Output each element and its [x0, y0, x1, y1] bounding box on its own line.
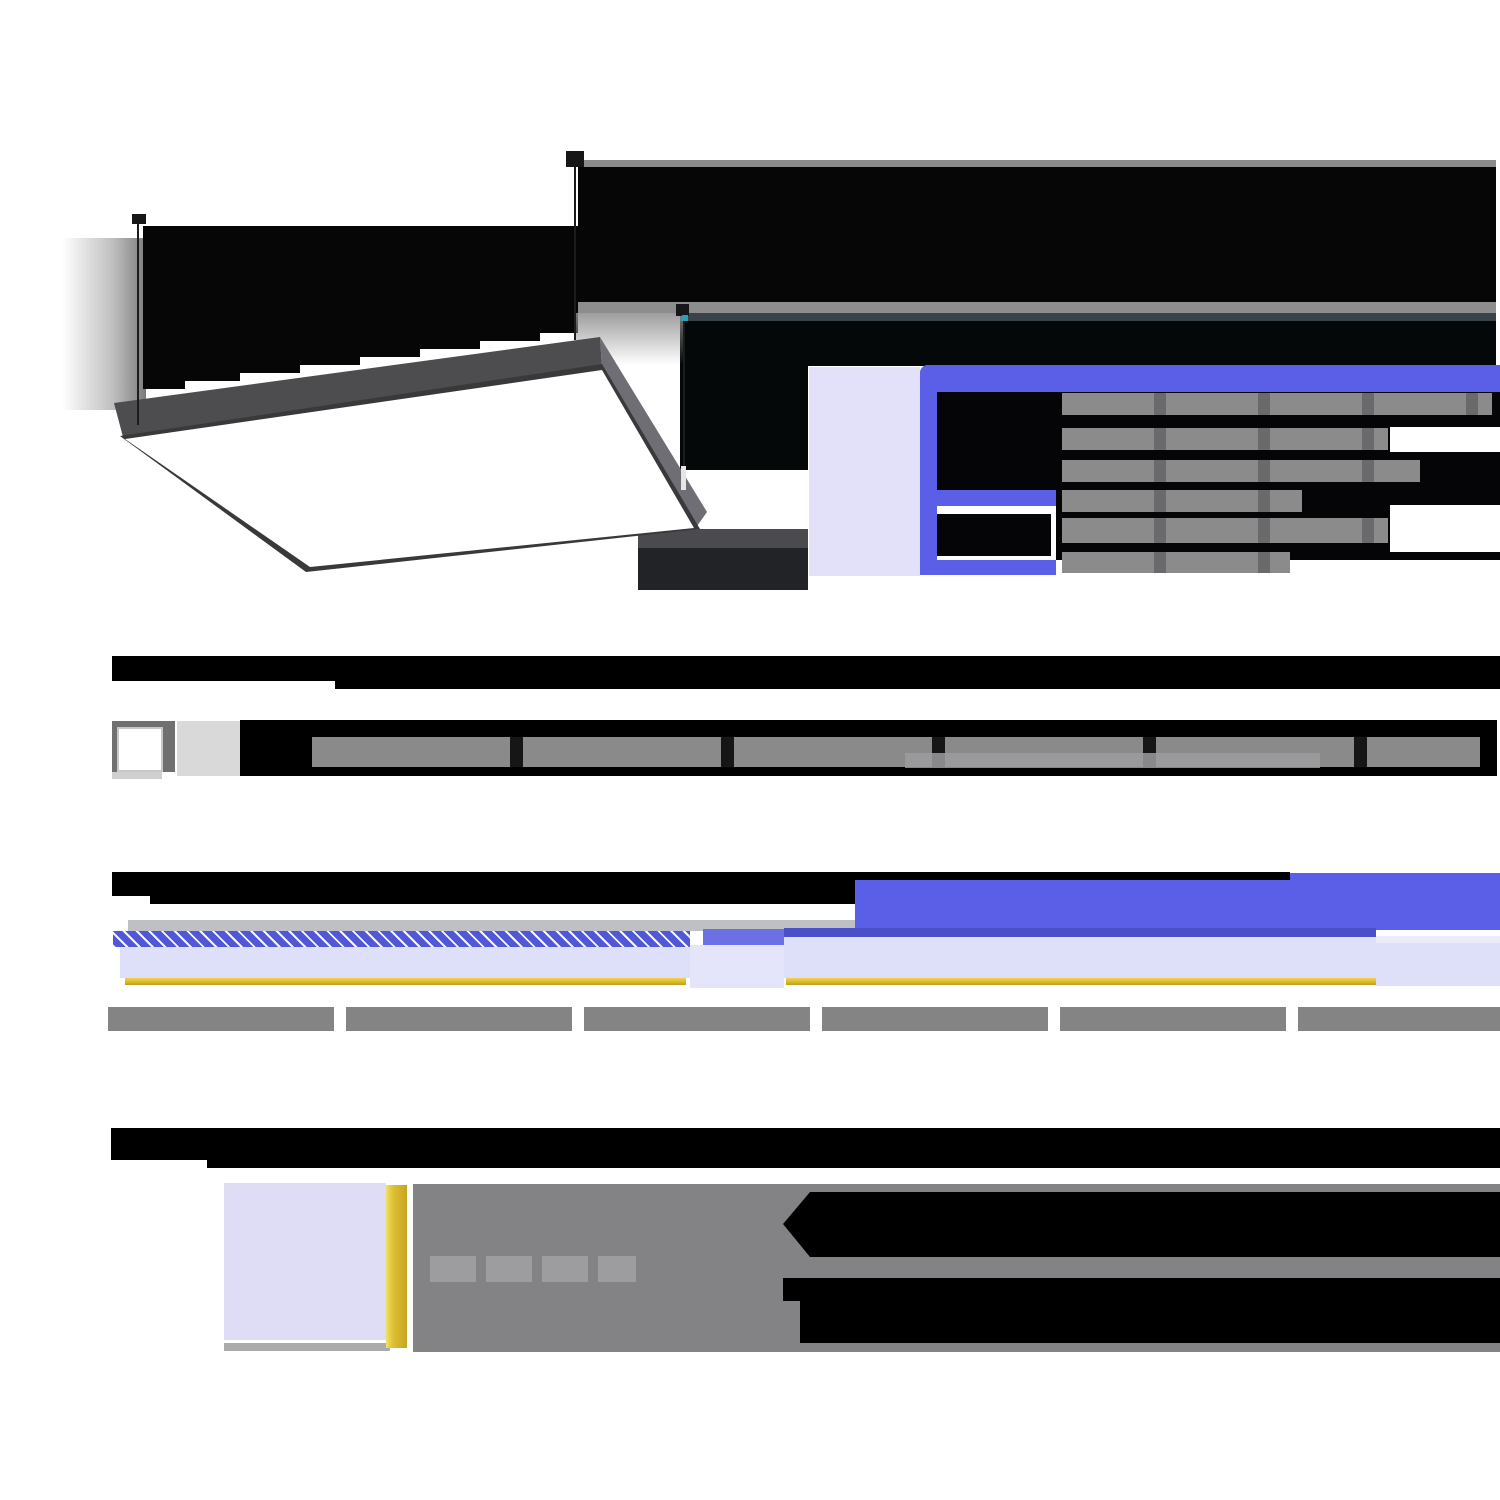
blue-bracket-top	[920, 365, 1500, 392]
cable-anchor-middle	[566, 151, 584, 167]
suspension-cable-middle	[574, 155, 576, 340]
suspension-cable-left	[137, 215, 139, 425]
redacted-heading-line	[111, 1128, 1500, 1160]
option-square-white	[117, 727, 163, 772]
blue-callout-bar	[855, 880, 1290, 929]
panel-corner-shadow-lower	[638, 548, 808, 590]
backdrop-black-tongue	[680, 321, 808, 470]
redacted-text-line	[1062, 393, 1492, 415]
cable-clip-detail	[682, 315, 688, 321]
cable-hook	[681, 466, 686, 490]
redacted-text-line	[1062, 460, 1420, 482]
redacted-heading-line	[335, 681, 1500, 689]
redacted-text-line	[1062, 428, 1388, 450]
option-square-shadow	[112, 772, 162, 779]
callout-backdrop-notch	[1390, 505, 1500, 552]
layer-dark-blue-line-right	[784, 928, 1376, 937]
layer-hatched-blue-strip	[113, 931, 690, 947]
redacted-text-line	[1062, 518, 1388, 543]
edge-joint-lavender	[1376, 943, 1500, 986]
redacted-heading-line	[112, 656, 1500, 681]
blue-bracket-left	[920, 365, 937, 575]
backdrop-gray-line	[578, 302, 1496, 313]
callout-backdrop-notch	[1390, 427, 1500, 452]
layer-yellow-base-right	[786, 978, 1376, 985]
backdrop-slate-line	[680, 313, 1496, 321]
redacted-label-block	[937, 392, 1056, 490]
layer-lavender-core-left	[120, 945, 690, 978]
splice-joint-blue-clip	[703, 929, 784, 945]
blue-bracket-divider	[937, 490, 1056, 506]
redacted-heading-line	[207, 1160, 1500, 1168]
yellow-edge-bar	[386, 1185, 407, 1348]
redacted-heading-line	[112, 884, 855, 896]
redacted-caption-line	[108, 1007, 1500, 1031]
redacted-black-bar	[800, 1278, 1500, 1343]
blue-bracket-bottom	[920, 560, 1056, 575]
edge-joint-light-row	[1376, 936, 1500, 943]
redacted-heading-line	[150, 896, 855, 904]
redacted-black-bar-arrow	[783, 1192, 1500, 1257]
splice-joint-lavender	[690, 945, 784, 988]
panel-square-shadow	[224, 1343, 390, 1351]
redacted-text-line	[1062, 552, 1290, 573]
suspension-cable-right	[683, 313, 685, 471]
redacted-label-block	[937, 514, 1051, 556]
layer-yellow-base-left	[125, 978, 686, 985]
backdrop-glow-left	[62, 238, 146, 410]
redacted-text-line-light	[430, 1256, 636, 1282]
cable-anchor-left	[132, 214, 146, 224]
lavender-swatch	[809, 367, 920, 576]
redacted-text-line-light	[905, 753, 1320, 768]
layer-lavender-core-right	[784, 937, 1376, 978]
option-square-gray	[177, 721, 240, 776]
backdrop-black-band-top	[578, 167, 1496, 302]
ceiling-line	[578, 160, 1496, 167]
blue-callout-bar-right	[1290, 873, 1500, 930]
redacted-text-line	[1062, 490, 1302, 512]
lavender-panel-square	[224, 1183, 386, 1340]
redacted-black-bar-nub	[783, 1278, 812, 1301]
